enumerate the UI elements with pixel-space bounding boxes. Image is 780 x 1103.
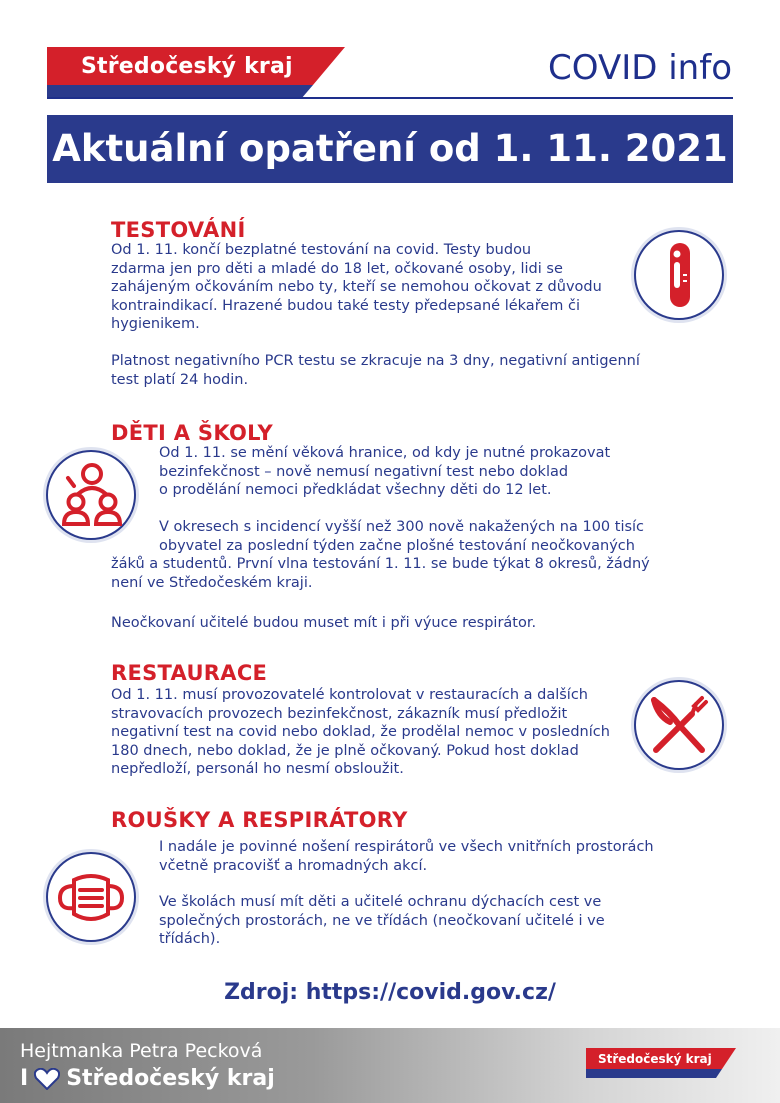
- footer-logo: [586, 1048, 736, 1078]
- test-tube-icon: [634, 230, 724, 320]
- masks-paragraph-2: Ve školách musí mít děti a učitelé ochranu dýchacích cest ve společných prostorách, ne ve třídách (neočkovaní učitelé i ve třídách).: [159, 894, 605, 947]
- schools-paragraph-2b: žáků a studentů. První vlna testování 1. 11. se bude týkat 8 okresů, žádný není ve Středočeském kraji.: [111, 556, 650, 591]
- restaurants-paragraph-1: Od 1. 11. musí provozovatelé kontrolovat v restauracích a dalších stravovacích provozech bezinfekčnost, zákazník musí předložit negativní test na covid nebo doklad, že prodělal nemoc v posledních 180 dnech, nebo doklad, že je plně očkovaný. Pokud host doklad nepředloží, personál ho nesmí obsloužit.: [111, 687, 610, 777]
- section-title-masks: ROUŠKY A RESPIRÁTORY: [111, 808, 408, 832]
- header-divider: [47, 97, 733, 99]
- brand-name: Středočeský kraj: [81, 54, 293, 79]
- footer-name: Hejtmanka Petra Pecková: [20, 1040, 263, 1062]
- footer-logo-text: Středočeský kraj: [598, 1052, 712, 1066]
- mask-icon: [46, 852, 136, 942]
- testing-paragraph-2: Platnost negativního PCR testu se zkracuje na 3 dny, negativní antigenní test platí 24 hodin.: [111, 353, 640, 388]
- footer-tag-prefix: I: [20, 1066, 29, 1091]
- page-title: Aktuální opatření od 1. 11. 2021: [47, 115, 733, 183]
- section-title-schools: DĚTI A ŠKOLY: [111, 421, 274, 445]
- schools-paragraph-2a: V okresech s incidencí vyšší než 300 nově nakažených na 100 tisíc obyvatel za poslední týden začne plošné testování neočkovaných: [159, 519, 645, 554]
- schools-paragraph-1: Od 1. 11. se mění věková hranice, od kdy je nutné prokazovat bezinfekčnost – nově nemusí negativní test nebo doklad o prodělání nemoci předkládat všechny děti do 12 let.: [159, 445, 611, 498]
- footer-tag-region: Středočeský kraj: [66, 1066, 275, 1091]
- footer-tagline: [20, 1066, 275, 1091]
- brand-banner: [47, 47, 345, 99]
- section-title-restaurants: RESTAURACE: [111, 661, 268, 685]
- covid-info-label: COVID info: [548, 48, 732, 88]
- masks-paragraph-1: I nadále je povinné nošení respirátorů ve všech vnitřních prostorách včetně pracovišť a hromadných akcí.: [159, 839, 654, 874]
- source-link[interactable]: Zdroj: https://covid.gov.cz/: [224, 980, 556, 1005]
- heart-icon: [34, 1068, 60, 1090]
- children-icon: [46, 450, 136, 540]
- fork-knife-icon: [634, 680, 724, 770]
- testing-paragraph-1: Od 1. 11. končí bezplatné testování na covid. Testy budou zdarma jen pro děti a mladé do 18 let, očkované osoby, lidi se zahájeným očkováním nebo ty, kteří se nemohou očkovat z důvodu kontraindikací. Hrazené budou také testy předepsané lékařem či hygienikem.: [111, 242, 602, 332]
- section-title-testing: TESTOVÁNÍ: [111, 218, 246, 242]
- schools-paragraph-3: Neočkovaní učitelé budou muset mít i při výuce respirátor.: [111, 615, 537, 631]
